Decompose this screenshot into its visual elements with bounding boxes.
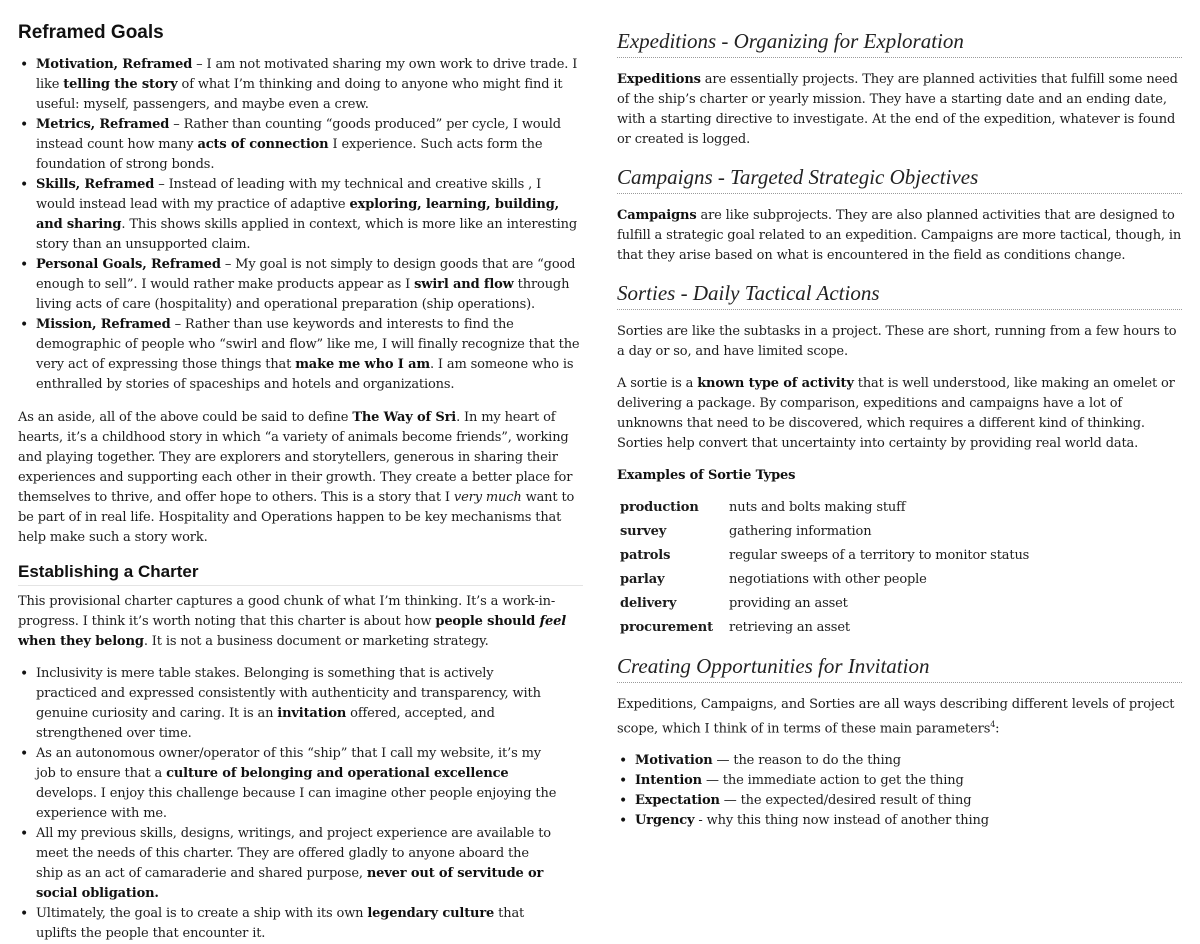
sortie-type: delivery bbox=[620, 596, 677, 611]
list-item bbox=[617, 811, 1182, 831]
sortie-type: parlay bbox=[620, 572, 665, 587]
parameter-description: — the reason to do the thing bbox=[712, 753, 901, 769]
goal-text: – Rather than counting “goods produced” per cycle, I would instead count how many bbox=[36, 117, 561, 152]
campaigns-paragraph bbox=[617, 206, 1182, 266]
sortie-type: survey bbox=[620, 524, 667, 539]
establishing-charter-heading: Establishing a Charter bbox=[18, 562, 583, 586]
expeditions-heading: Expeditions - Organizing for Exploration bbox=[617, 29, 1182, 58]
goal-text: – Instead of leading with my technical and creative skills , I would instead lead with my practice of adaptive bbox=[36, 177, 542, 212]
goal-text: of what I’m thinking and doing to anyone who might find it useful: myself, passengers, and maybe even a crew. bbox=[36, 77, 563, 112]
sortie-types-table bbox=[617, 496, 1029, 640]
sorties-heading: Sorties - Daily Tactical Actions bbox=[617, 281, 1182, 310]
bullet-text: offered, accepted, and strengthened over time. bbox=[36, 706, 495, 741]
footnote-marker: 4 bbox=[990, 720, 996, 729]
paragraph-text: Expeditions, Campaigns, and Sorties are all ways describing different levels of project scope, which I think of in terms of these main parameters bbox=[617, 697, 1175, 737]
reframed-goals-list bbox=[18, 55, 583, 395]
goal-label: Metrics, Reframed bbox=[36, 117, 170, 132]
paragraph-text: are like subprojects. They are also planned activities that are designed to fulfill a strategic goal related to an expedition. Campaigns are more tactical, though, in that they arise based on what is encountered in the field as conditions change. bbox=[617, 208, 1182, 263]
invitation-heading: Creating Opportunities for Invitation bbox=[617, 654, 1182, 683]
way-of-sri-paragraph bbox=[18, 408, 583, 548]
parameter-term: Motivation bbox=[635, 753, 713, 769]
goal-text: – I am not motivated sharing my own work to drive trade. I like bbox=[36, 57, 578, 92]
paragraph-emphasis: when they belong bbox=[18, 634, 144, 649]
table-row bbox=[617, 568, 1029, 592]
goal-emphasis: acts of connection bbox=[197, 137, 329, 152]
list-item bbox=[617, 791, 1182, 811]
list-item bbox=[18, 175, 583, 255]
sortie-description: retrieving an asset bbox=[729, 620, 850, 635]
sortie-definition-paragraph bbox=[617, 374, 1182, 454]
goal-text: – Rather than use keywords and interests to find the demographic of people who “swirl and flow” like me, I will finally recognize that the very act of expressing those things that bbox=[36, 317, 580, 372]
sortie-types-heading: Examples of Sortie Types bbox=[617, 468, 796, 483]
list-item bbox=[18, 255, 583, 315]
goal-label: Personal Goals, Reframed bbox=[36, 257, 221, 272]
table-row bbox=[617, 496, 1029, 520]
sortie-type: procurement bbox=[620, 620, 713, 635]
goal-text: through living acts of care (hospitality) and operational preparation (ship operations). bbox=[36, 277, 570, 312]
list-item bbox=[18, 664, 558, 744]
parameter-description: — the expected/desired result of thing bbox=[719, 793, 972, 809]
goal-label: Motivation, Reframed bbox=[36, 57, 193, 72]
paragraph-italic: very much bbox=[453, 490, 522, 505]
table-row bbox=[617, 592, 1029, 616]
table-row bbox=[617, 616, 1029, 640]
goal-emphasis: telling the story bbox=[63, 77, 178, 92]
goal-label: Skills, Reframed bbox=[36, 177, 155, 192]
list-item bbox=[18, 55, 583, 115]
campaigns-heading: Campaigns - Targeted Strategic Objectives bbox=[617, 165, 1182, 194]
expeditions-paragraph bbox=[617, 70, 1182, 150]
goal-label: Mission, Reframed bbox=[36, 317, 171, 332]
bullet-text: that uplifts the people that encounter it. bbox=[36, 906, 525, 941]
sortie-description: gathering information bbox=[729, 524, 872, 539]
left-column bbox=[18, 0, 583, 944]
sortie-description: nuts and bolts making stuff bbox=[729, 500, 906, 515]
list-item bbox=[18, 744, 558, 824]
sortie-type: production bbox=[620, 500, 699, 515]
invitation-paragraph bbox=[617, 695, 1182, 739]
goal-emphasis: make me who I am bbox=[295, 357, 430, 372]
paragraph-text: . In my heart of hearts, it’s a childhood story in which “a variety of animals become friends”, working and playing together. They are explorers and storytellers, generous in sharing their experiences and supporting each other in their growth. They create a better place for themselves to thrive, and offer hope to others. This is a story that I bbox=[18, 410, 573, 505]
charter-intro-paragraph bbox=[18, 592, 583, 652]
bullet-emphasis: invitation bbox=[277, 706, 347, 721]
list-item bbox=[18, 115, 583, 175]
bullet-text: Ultimately, the goal is to create a ship with its own bbox=[36, 906, 368, 921]
paragraph-text: As an aside, all of the above could be said to define bbox=[18, 410, 353, 425]
table-row bbox=[617, 520, 1029, 544]
sorties-paragraph: Sorties are like the subtasks in a project. These are short, running from a few hours to a day or so, and have limited scope. bbox=[617, 324, 1177, 359]
paragraph-emphasis: known type of activity bbox=[697, 376, 854, 391]
parameter-term: Expectation bbox=[635, 793, 720, 809]
paragraph-text: want to be part of in real life. Hospitality and Operations happen to be key mechanisms that help make such a story work. bbox=[18, 490, 575, 545]
paragraph-emphasis-italic: feel bbox=[539, 614, 567, 629]
parameter-description: — the immediate action to get the thing bbox=[701, 773, 964, 789]
sortie-description: regular sweeps of a territory to monitor status bbox=[729, 548, 1030, 563]
reframed-goals-heading: Reframed Goals bbox=[18, 22, 164, 43]
goal-emphasis: exploring, learning, building, and sharing bbox=[36, 197, 560, 232]
paragraph-emphasis: people should bbox=[435, 614, 540, 629]
list-item bbox=[18, 315, 583, 395]
parameter-description: - why this thing now instead of another thing bbox=[694, 813, 989, 829]
goal-text: . I am someone who is enthralled by stories of spaceships and hotels and organizations. bbox=[36, 357, 574, 392]
paragraph-text: This provisional charter captures a good chunk of what I’m thinking. It’s a work-in-progress. I think it’s worth noting that this charter is about how bbox=[18, 594, 556, 629]
paragraph-emphasis: Expeditions bbox=[617, 72, 701, 87]
sortie-description: providing an asset bbox=[729, 596, 848, 611]
list-item bbox=[18, 904, 558, 944]
bullet-emphasis: culture of belonging and operational excellence bbox=[166, 766, 509, 781]
parameter-term: Intention bbox=[635, 773, 702, 789]
sortie-description: negotiations with other people bbox=[729, 572, 927, 587]
bullet-emphasis: legendary culture bbox=[367, 906, 495, 921]
bullet-text: As an autonomous owner/operator of this “ship” that I call my website, it’s my job to ensure that a bbox=[36, 746, 541, 781]
bullet-text: Inclusivity is mere table stakes. Belonging is something that is actively practiced and expressed consistently with authenticity and transparency, with genuine curiosity and caring. It is an bbox=[36, 666, 541, 721]
parameter-term: Urgency bbox=[635, 813, 695, 829]
paragraph-text: are essentially projects. They are planned activities that fulfill some need of the ship’s charter or yearly mission. They have a starting date and an ending date, with a starting directive to investigate. At the end of the expedition, whatever is found or created is logged. bbox=[617, 72, 1178, 147]
list-item bbox=[18, 824, 558, 904]
goal-text: – My goal is not simply to design goods that are “good enough to sell”. I would rather make products appear as I bbox=[36, 257, 576, 292]
paragraph-text: that is well understood, like making an omelet or delivering a package. By comparison, expeditions and campaigns have a lot of unknowns that need to be discovered, which requires a different kind of thinking. Sorties help convert that uncertainty into certainty by providing real world data. bbox=[617, 376, 1175, 451]
bullet-text: All my previous skills, designs, writings, and project experience are available to meet the needs of this charter. They are offered gladly to anyone aboard the ship as an act of camaraderie and shared purpose, bbox=[36, 826, 551, 881]
paragraph-text: . It is not a business document or marketing strategy. bbox=[143, 634, 489, 649]
goal-text: I experience. Such acts form the foundation of strong bonds. bbox=[36, 137, 543, 172]
paragraph-emphasis: The Way of Sri bbox=[352, 410, 457, 425]
bullet-text: develops. I enjoy this challenge because I can imagine other people enjoying the experience with me. bbox=[36, 786, 557, 821]
table-row bbox=[617, 544, 1029, 568]
goal-emphasis: swirl and flow bbox=[414, 277, 514, 292]
right-column bbox=[617, 0, 1182, 831]
paragraph-text: : bbox=[995, 721, 1000, 737]
bullet-emphasis: never out of servitude or social obligation. bbox=[36, 866, 544, 901]
goal-text: . This shows skills applied in context, which is more like an interesting story than an unsupported claim. bbox=[36, 217, 578, 252]
sortie-type: patrols bbox=[620, 548, 671, 563]
parameters-list bbox=[617, 751, 1182, 831]
list-item bbox=[617, 771, 1182, 791]
paragraph-emphasis: Campaigns bbox=[617, 208, 697, 223]
charter-list bbox=[18, 664, 558, 944]
paragraph-text: A sortie is a bbox=[617, 376, 698, 391]
list-item bbox=[617, 751, 1182, 771]
